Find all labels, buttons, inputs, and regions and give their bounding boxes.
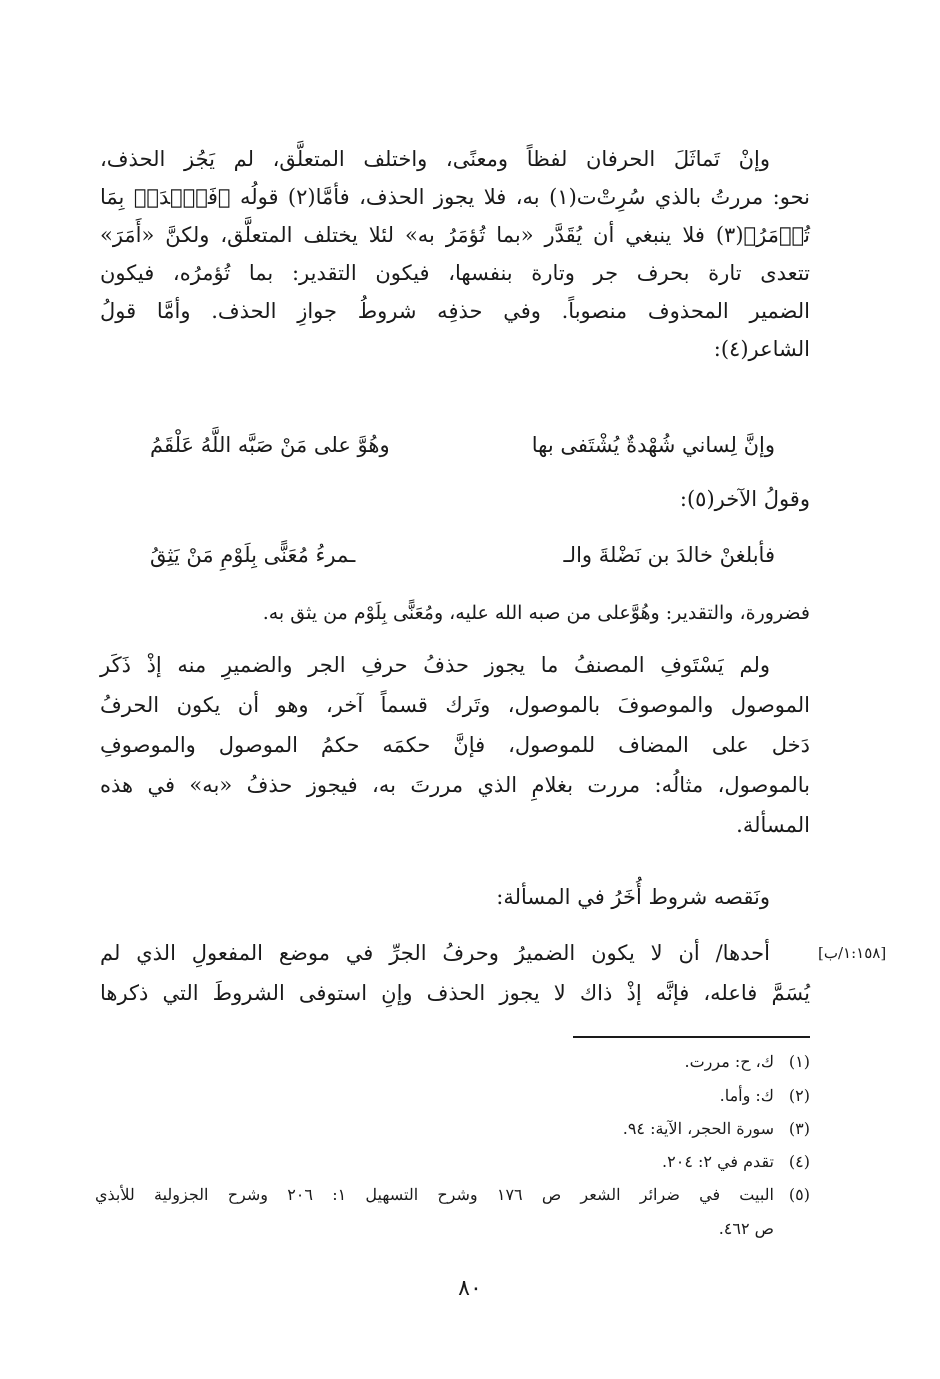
text-line: دَخل على المضاف للموصول، فإنَّ حكمَه حكمُ الموصول والموصوفِ [100,733,810,757]
text-line: بالموصول، مثالُه: مررت بغلامِ الذي مررتَ به، فيجوز حذفُ «به» في هذه [100,773,810,797]
footnote-text: تقدم في ٢: ٢٠٤. [662,1152,774,1171]
footnote-number: (٣) [788,1119,810,1138]
footnote-text: سورة الحجر، الآية: ٩٤. [622,1119,774,1138]
footnote [95,1150,810,1174]
text-line: يُسَمَّ فاعله، فإنَّه إذْ ذاك لا يجوز الحذف وإنِ استوفى الشروطَ التي ذكرها [100,981,810,1005]
text-line: ولم يَسْتَوفِ المصنفُ ما يجوز حذفُ حرفِ الجر والضميرِ منه إذْ ذَكَر [100,653,770,677]
footnote [95,1050,810,1074]
footnote [95,1183,810,1243]
footnote-divider [573,1036,810,1038]
text-line: الموصول والموصوفَ بالموصول، وتَرك قسماً آخر، وهو أن يكون الحرفُ [100,693,810,717]
paragraph-4 [100,936,810,1016]
text-line: الشاعر(٤): [713,337,810,361]
paragraph-3 [100,880,810,914]
footnote-number: (٤) [788,1152,810,1171]
verse-hemistich: ـمرءُ مُعَنًّى بِلَوْمِ مَنْ يَثِقُ [150,543,356,567]
verse-hemistich: وهُوَّ على مَنْ صَبَّه اللَّهُ عَلْقَمُ [150,433,390,457]
footnote [95,1117,810,1141]
text-line: وإنْ تَماثَلَ الحرفان لفظاً ومعنًى، واختلف المتعلَّق، لم يَجُز الحذف، [100,147,770,171]
footnote [95,1084,810,1108]
verse-hemistich: وإنَّ لِساني شُهْدةٌ يُشْتَفى بها [531,433,775,457]
footnote-number: (١) [788,1052,810,1071]
manuscript-folio-note: [١:١٥٨/ب] [818,944,887,962]
text-line: المسألة. [736,813,810,837]
footnote-text: البيت في ضرائر الشعر ص ١٧٦ وشرح التسهيل ١: ٢٠٦ وشرح الجزولية للأبذي [95,1185,774,1204]
page-number: ٨٠ [458,1276,482,1301]
text-line: الضمير المحذوف منصوباً. وفي حذفِه شروطُ جوازِ الحذف. وأمَّا قولُ [100,299,810,323]
text-line: ونَقصه شروط أُخَرُ في المسألة: [496,885,770,909]
main-text [100,142,810,412]
text-line: تُؤۡمَرُ﴾(٣) فلا ينبغي أن يُقَدَّر «بما تُؤمَرُ به» لئلا يختلف المتعلَّق، ولكنَّ «أَمَرَ» [100,223,810,247]
footnote-number: (٢) [788,1086,810,1105]
text-line: أحدها/ أن لا يكون الضميرُ وحرفُ الجرِّ في موضع المفعولِ الذي لم [100,941,770,965]
necessity-line [100,596,810,630]
verse-1 [150,428,775,462]
verse-2 [150,538,775,572]
footnote-text: ك، ح: مررت. [684,1052,774,1071]
other-poet-line [100,482,810,516]
footnote-text: ك: وأما. [719,1086,774,1105]
verse-hemistich: فأبلغنْ خالدَ بن نَضْلةَ والـ [563,543,775,567]
footnote-text-continued: ص ٤٦٢. [718,1219,774,1238]
text-line: نحو: مررتُ بالذي سُرِتْ‌ت(١) به، فلا يجوز الحذف، فأمَّا(٢) قولُه ﴿فَٱصۡدَعۡ بِمَا [100,185,810,209]
text-line: تتعدى تارة بحرف جر وتارة بنفسها، فيكون التقدير: بما تُؤمرُه، فيكون [100,261,810,285]
paragraph-2 [100,648,810,848]
text-line: فضرورة، والتقدير: وهُوَّعلى من صبه الله عليه، ومُعَنًّى بِلَوْم من يثق به. [262,602,810,624]
footnote-number: (٥) [788,1185,810,1204]
text-line: وقولُ الآخر(٥): [679,487,810,511]
